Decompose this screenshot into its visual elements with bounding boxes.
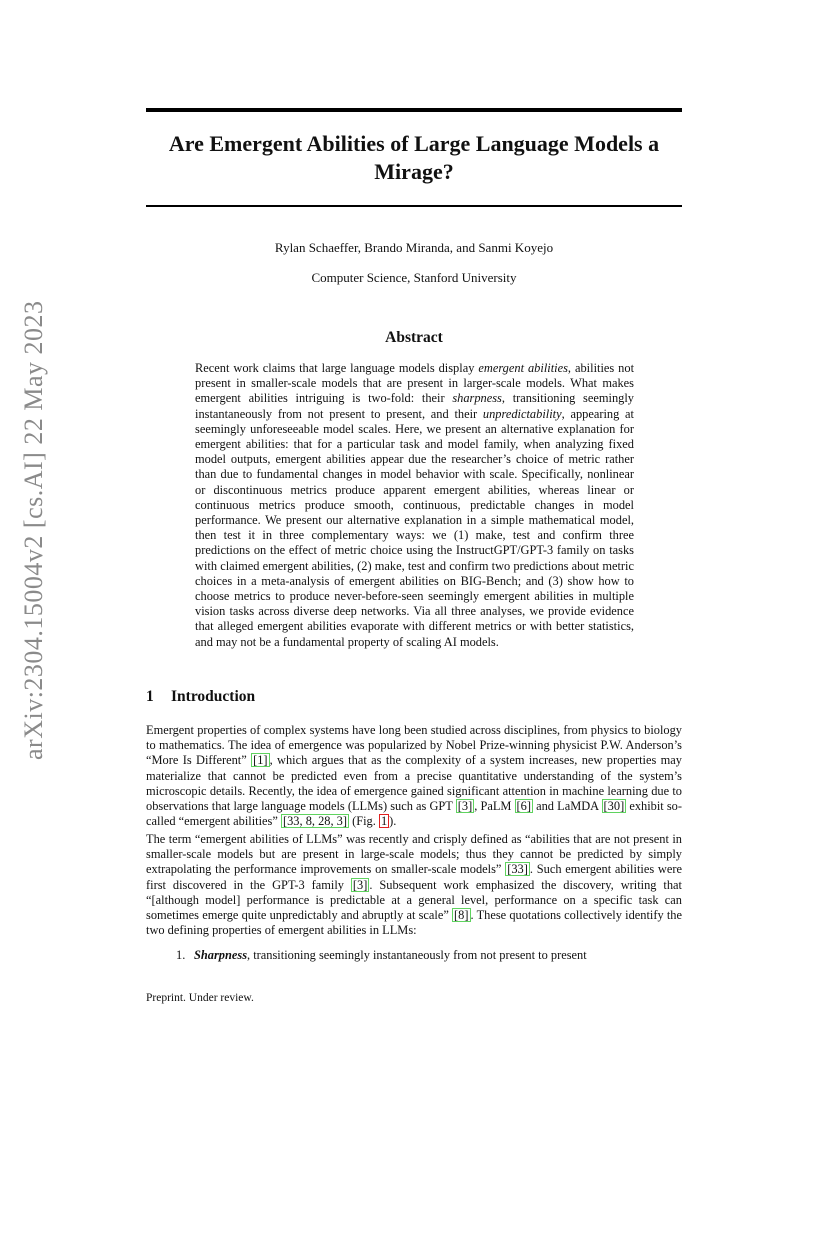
- section-number: 1: [146, 688, 154, 705]
- arxiv-stamp: arXiv:2304.15004v2 [cs.AI] 22 May 2023: [19, 300, 48, 760]
- paragraph-text: ).: [389, 814, 397, 829]
- abstract-text-part: , transitioning seemingly instantaneously from not present to present, and their: [195, 391, 634, 421]
- abstract-text-part: , abilities not present in smaller-scale models that are present in larger-scale models. What makes emergent abilities intriguing is two-fold: their: [195, 361, 635, 406]
- list-text: , transitioning seemingly instantaneously from not present to present: [247, 948, 587, 962]
- paragraph-text: , which argues that as the complexity of a system increases, new properties may materialize that cannot be predicted even from a precise quantitative understanding of the system’s microscopic details. Recently, the idea of emergence gained significant attention in machine learning due to observations that large language models (LLMs) such as GPT: [146, 753, 683, 814]
- author-list: Rylan Schaeffer, Brando Miranda, and Sanmi Koyejo: [274, 240, 554, 255]
- citation-link[interactable]: [33, 8, 28, 3]: [282, 814, 347, 829]
- title-bottom-rule: [146, 205, 682, 207]
- list-number: 1.: [176, 948, 186, 962]
- paragraph-text: and LaMDA: [533, 799, 602, 814]
- paragraph-text: . Such emergent abilities were first discovered in the GPT-3 family: [146, 862, 682, 892]
- citation-link[interactable]: [30]: [603, 799, 625, 814]
- title-top-rule: [146, 108, 682, 112]
- citation-link[interactable]: [33]: [507, 862, 528, 877]
- arxiv-stamp-wrapper: [14, 300, 54, 1240]
- abstract-text-part: , appearing at seemingly unforeseeable model scales. Here, we present an alternative explanation for emergent abilities: that for a particular task and model family, when analyzing fixed model outputs, emergent abilities appear due the researcher’s choice of metric rather than due to fundamental changes in model behavior with scale. Specifically, nonlinear or discontinuous metrics produce apparent emergent abilities, whereas linear or continuous metrics produce smooth, continuous, predictable changes in model performance. We present our alternative explanation in a simple mathematical model, then test it in three complementary ways: we (1) make, test and confirm three predictions on the effect of metric choice using the InstructGPT/GPT-3 family on tasks with claimed emergent abilities, (2) make, test and confirm two predictions about metric choices in a meta-analysis of emergent abilities on BIG-Bench; and (3) show how to choose metrics to produce never-before-seen seemingly emergent abilities in multiple vision tasks across diverse deep networks. Via all three analyses, we provide evidence that alleged emergent abilities evaporate with different metrics or with better statistics, and may not be a fundamental property of scaling AI models.: [195, 406, 634, 649]
- abstract-emphasis: unpredictability: [482, 406, 562, 421]
- intro-paragraph-1: [146, 723, 682, 829]
- citation-link[interactable]: [8]: [454, 908, 469, 923]
- paragraph-text: (Fig.: [349, 814, 379, 829]
- abstract-text-part: Recent work claims that large language models display: [195, 361, 479, 375]
- abstract-emphasis: emergent abilities: [478, 361, 568, 375]
- paragraph-text: The term “emergent abilities of LLMs” was recently and crisply defined as “abilities that are not present in smaller-scale models but are present in large-scale models; thus they cannot be predicted by simply extrapolating the performance improvements on smaller-scale models”: [146, 832, 682, 877]
- footer-note: Preprint. Under review.: [146, 992, 254, 1004]
- intro-paragraph-2: [146, 832, 682, 938]
- section-title: Introduction: [171, 688, 256, 705]
- abstract-heading: Abstract: [385, 329, 443, 346]
- figure-reference-link[interactable]: 1: [380, 814, 388, 829]
- section-heading: [146, 688, 255, 706]
- citation-link[interactable]: [6]: [516, 799, 531, 814]
- list-term: Sharpness: [194, 948, 248, 962]
- paper-title: Are Emergent Abilities of Large Language Models a Mirage?: [168, 131, 660, 184]
- affiliation: Computer Science, Stanford University: [311, 270, 517, 285]
- paragraph-text: , PaLM: [474, 799, 515, 814]
- paragraph-text: . Subsequent work emphasized the discovery, writing that “[although model] performance is predictable at a general level, performance on a specific task can sometimes emerge quite unpredictably and abruptly at scale”: [146, 877, 682, 923]
- abstract-emphasis: sharpness: [452, 391, 502, 406]
- citation-link[interactable]: [3]: [457, 799, 473, 814]
- abstract-text: [195, 361, 634, 650]
- paragraph-text: . These quotations collectively identify the two defining properties of emergent abilities in LLMs:: [146, 908, 683, 938]
- paragraph-text: Emergent properties of complex systems have long been studied across disciplines, from physics to biology to mathematics. The idea of emergence was popularized by Nobel Prize-winning physicist P.W. Anderson’s “More Is Different”: [146, 723, 682, 768]
- paragraph-text: exhibit so-called “emergent abilities”: [146, 799, 682, 829]
- list-item: [176, 948, 682, 963]
- citation-link[interactable]: [1]: [253, 753, 268, 768]
- citation-link[interactable]: [3]: [352, 877, 368, 892]
